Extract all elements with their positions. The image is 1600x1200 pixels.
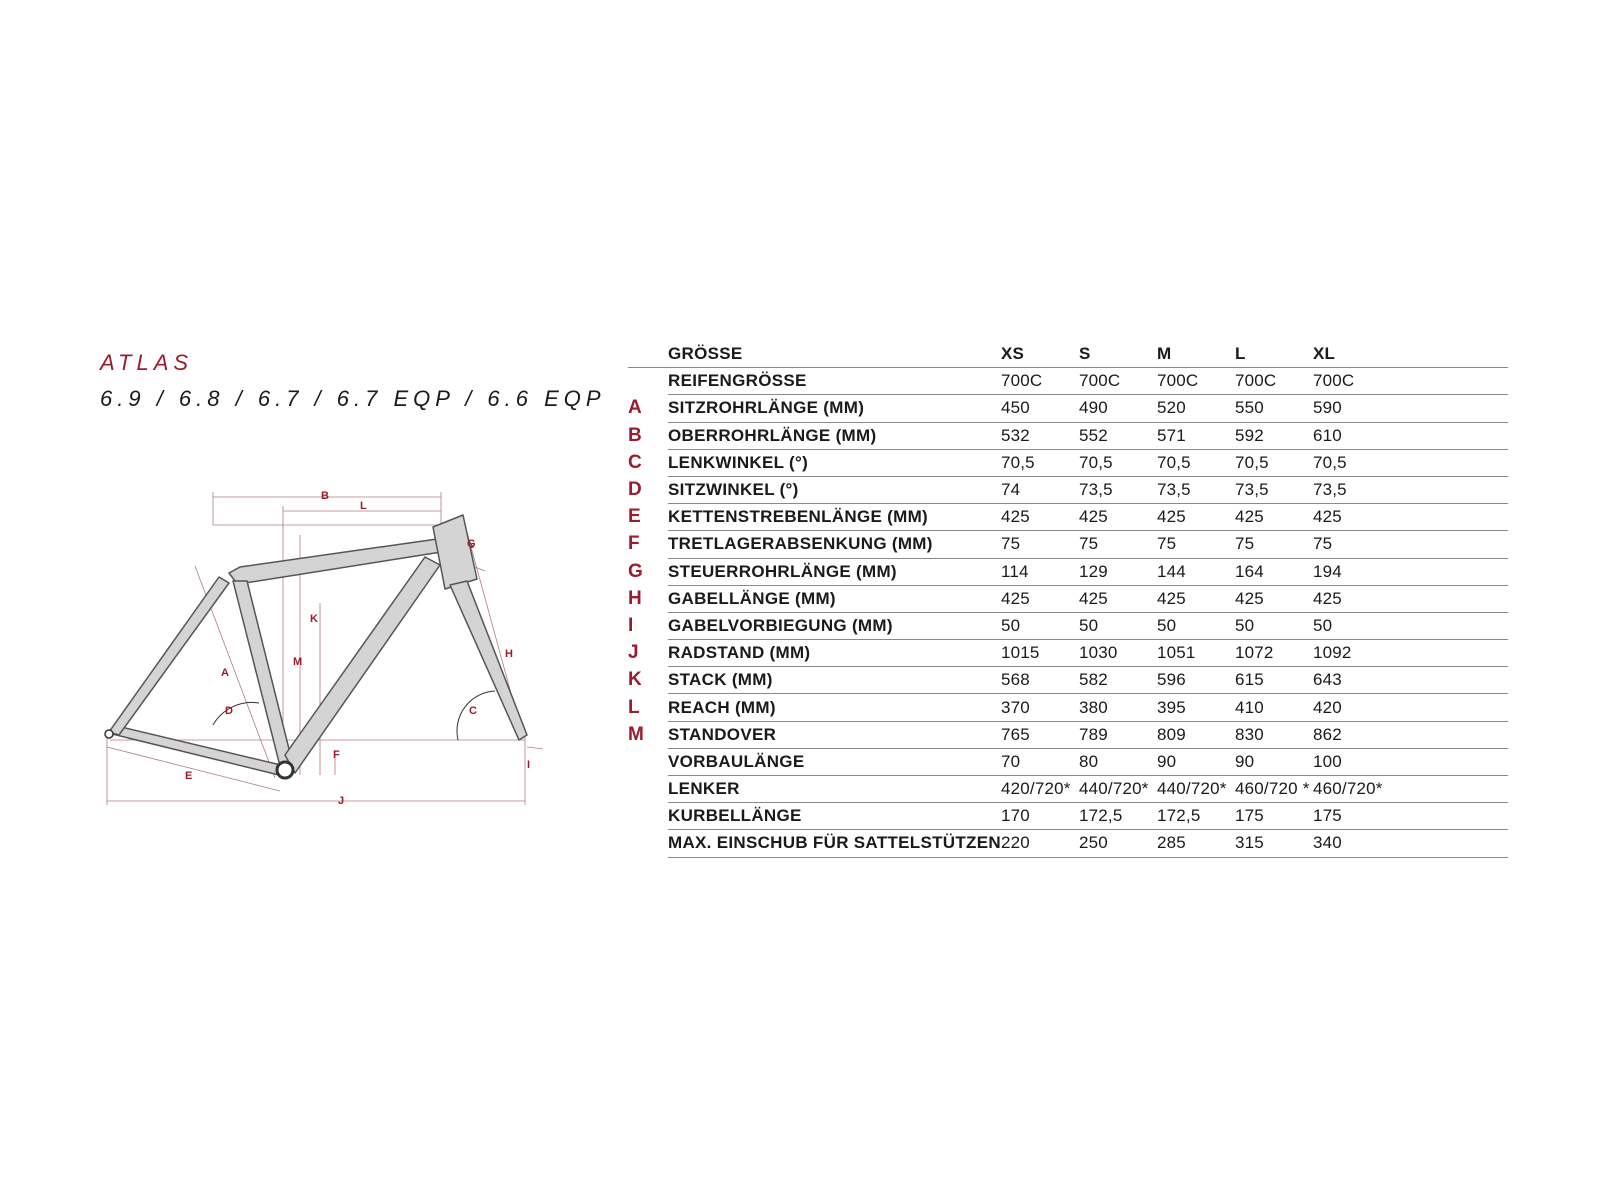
row-key: J xyxy=(628,642,639,664)
row-value: 73,5 xyxy=(1157,476,1235,503)
row-key: M xyxy=(628,723,644,745)
row-value: 73,5 xyxy=(1313,476,1391,503)
row-value: 610 xyxy=(1313,422,1391,449)
row-value: 643 xyxy=(1313,667,1391,694)
row-key xyxy=(628,830,668,857)
row-value: 830 xyxy=(1235,721,1313,748)
row-value: 194 xyxy=(1313,558,1391,585)
row-tail xyxy=(1391,721,1508,748)
row-label: STANDOVER xyxy=(668,721,1001,748)
row-value: 765 xyxy=(1001,721,1079,748)
row-value: 809 xyxy=(1157,721,1235,748)
row-value: 520 xyxy=(1157,395,1235,422)
row-value: 1030 xyxy=(1079,640,1157,667)
row-label: RADSTAND (MM) xyxy=(668,640,1001,667)
row-value: 164 xyxy=(1235,558,1313,585)
row-value: 590 xyxy=(1313,395,1391,422)
row-value: 425 xyxy=(1001,504,1079,531)
table-row xyxy=(628,504,1508,531)
row-value: 220 xyxy=(1001,830,1079,857)
row-value: 700C xyxy=(1235,368,1313,395)
row-tail xyxy=(1391,776,1508,803)
row-key: E xyxy=(628,506,641,528)
row-value: 615 xyxy=(1235,667,1313,694)
row-value: 380 xyxy=(1079,694,1157,721)
row-value: 1015 xyxy=(1001,640,1079,667)
row-label: LENKWINKEL (°) xyxy=(668,449,1001,476)
row-value: 1092 xyxy=(1313,640,1391,667)
row-value: 568 xyxy=(1001,667,1079,694)
row-value: 75 xyxy=(1001,531,1079,558)
row-key: K xyxy=(628,669,642,691)
row-value: 596 xyxy=(1157,667,1235,694)
row-value: 75 xyxy=(1235,531,1313,558)
row-key: B xyxy=(628,424,642,446)
table-row xyxy=(628,776,1508,803)
row-value: 80 xyxy=(1079,748,1157,775)
row-tail xyxy=(1391,830,1508,857)
row-label: MAX. EINSCHUB FÜR SATTELSTÜTZEN xyxy=(668,830,1001,857)
row-tail xyxy=(1391,504,1508,531)
row-value: 340 xyxy=(1313,830,1391,857)
row-tail xyxy=(1391,585,1508,612)
table-row xyxy=(628,640,1508,667)
row-value: 425 xyxy=(1157,504,1235,531)
row-value: 75 xyxy=(1157,531,1235,558)
row-label: KETTENSTREBENLÄNGE (MM) xyxy=(668,504,1001,531)
row-value: 440/720* xyxy=(1157,776,1235,803)
row-value: 90 xyxy=(1157,748,1235,775)
row-label: SITZWINKEL (°) xyxy=(668,476,1001,503)
table-row xyxy=(628,721,1508,748)
row-value: 73,5 xyxy=(1079,476,1157,503)
row-value: 582 xyxy=(1079,667,1157,694)
row-key: C xyxy=(628,451,642,473)
geometry-table xyxy=(628,341,1508,858)
row-value: 90 xyxy=(1235,748,1313,775)
row-value: 1072 xyxy=(1235,640,1313,667)
size-column-header: XL xyxy=(1313,341,1391,368)
row-value: 175 xyxy=(1313,803,1391,830)
row-label: STEUERROHRLÄNGE (MM) xyxy=(668,558,1001,585)
diagram-label-g: G xyxy=(467,538,476,550)
row-label: REIFENGRÖSSE xyxy=(668,368,1001,395)
row-value: 460/720 * xyxy=(1235,776,1313,803)
row-value: 425 xyxy=(1313,504,1391,531)
row-label: KURBELLÄNGE xyxy=(668,803,1001,830)
row-value: 460/720* xyxy=(1313,776,1391,803)
row-tail xyxy=(1391,476,1508,503)
diagram-label-b: B xyxy=(321,490,329,502)
row-value: 172,5 xyxy=(1157,803,1235,830)
row-tail xyxy=(1391,422,1508,449)
row-tail xyxy=(1391,341,1508,368)
diagram-label-k: K xyxy=(310,613,318,625)
row-value: 50 xyxy=(1157,612,1235,639)
table-row xyxy=(628,368,1508,395)
row-label: OBERROHRLÄNGE (MM) xyxy=(668,422,1001,449)
row-value: 285 xyxy=(1157,830,1235,857)
size-column-header: S xyxy=(1079,341,1157,368)
row-key: A xyxy=(628,397,642,419)
row-label: REACH (MM) xyxy=(668,694,1001,721)
row-value: 70 xyxy=(1001,748,1079,775)
row-key: I xyxy=(628,614,634,636)
row-label: LENKER xyxy=(668,776,1001,803)
row-value: 74 xyxy=(1001,476,1079,503)
row-value: 420/720* xyxy=(1001,776,1079,803)
row-tail xyxy=(1391,803,1508,830)
row-key: H xyxy=(628,587,642,609)
row-value: 552 xyxy=(1079,422,1157,449)
table-row xyxy=(628,422,1508,449)
diagram-label-c: C xyxy=(469,705,477,717)
row-tail xyxy=(1391,449,1508,476)
diagram-label-h: H xyxy=(505,648,513,660)
row-value: 114 xyxy=(1001,558,1079,585)
row-value: 70,5 xyxy=(1157,449,1235,476)
row-value: 700C xyxy=(1079,368,1157,395)
row-value: 700C xyxy=(1157,368,1235,395)
diagram-label-e: E xyxy=(185,770,193,782)
row-value: 75 xyxy=(1079,531,1157,558)
row-value: 425 xyxy=(1157,585,1235,612)
table-row xyxy=(628,830,1508,857)
table-row xyxy=(628,476,1508,503)
table-row xyxy=(628,395,1508,422)
size-column-header: L xyxy=(1235,341,1313,368)
row-value: 70,5 xyxy=(1001,449,1079,476)
row-key: L xyxy=(628,696,640,718)
row-value: 70,5 xyxy=(1079,449,1157,476)
header-label: GRÖSSE xyxy=(668,341,1001,368)
row-key xyxy=(628,748,668,775)
row-value: 571 xyxy=(1157,422,1235,449)
row-label: VORBAULÄNGE xyxy=(668,748,1001,775)
row-value: 100 xyxy=(1313,748,1391,775)
row-value: 440/720* xyxy=(1079,776,1157,803)
row-value: 1051 xyxy=(1157,640,1235,667)
row-value: 70,5 xyxy=(1235,449,1313,476)
row-tail xyxy=(1391,395,1508,422)
diagram-label-d: D xyxy=(225,705,233,717)
row-value: 50 xyxy=(1079,612,1157,639)
row-value: 700C xyxy=(1001,368,1079,395)
row-value: 789 xyxy=(1079,721,1157,748)
row-tail xyxy=(1391,368,1508,395)
frame-geometry-diagram xyxy=(95,485,565,825)
row-tail xyxy=(1391,531,1508,558)
diagram-label-j: J xyxy=(338,795,345,807)
model-variants: 6.9 / 6.8 / 6.7 / 6.7 EQP / 6.6 EQP xyxy=(100,386,606,411)
row-value: 70,5 xyxy=(1313,449,1391,476)
row-value: 175 xyxy=(1235,803,1313,830)
table-row xyxy=(628,694,1508,721)
row-key xyxy=(628,776,668,803)
row-value: 425 xyxy=(1313,585,1391,612)
row-key: G xyxy=(628,560,643,582)
diagram-label-f: F xyxy=(333,749,340,761)
table-row xyxy=(628,449,1508,476)
row-tail xyxy=(1391,694,1508,721)
row-value: 425 xyxy=(1079,504,1157,531)
row-key: D xyxy=(628,479,642,501)
size-column-header: M xyxy=(1157,341,1235,368)
row-value: 425 xyxy=(1079,585,1157,612)
row-value: 370 xyxy=(1001,694,1079,721)
row-value: 490 xyxy=(1079,395,1157,422)
row-value: 144 xyxy=(1157,558,1235,585)
row-label: STACK (MM) xyxy=(668,667,1001,694)
diagram-label-i: I xyxy=(527,759,531,771)
row-label: TRETLAGERABSENKUNG (MM) xyxy=(668,531,1001,558)
diagram-label-m: M xyxy=(293,656,303,668)
diagram-label-l: L xyxy=(360,500,367,512)
model-title: ATLAS xyxy=(100,350,194,375)
row-tail xyxy=(1391,640,1508,667)
row-tail xyxy=(1391,667,1508,694)
table-header-row xyxy=(628,341,1508,368)
table-row xyxy=(628,667,1508,694)
row-value: 410 xyxy=(1235,694,1313,721)
row-value: 425 xyxy=(1001,585,1079,612)
row-value: 862 xyxy=(1313,721,1391,748)
row-key xyxy=(628,803,668,830)
row-value: 425 xyxy=(1235,585,1313,612)
diagram-label-a: A xyxy=(221,667,229,679)
row-key: F xyxy=(628,533,640,555)
table-row xyxy=(628,558,1508,585)
row-value: 532 xyxy=(1001,422,1079,449)
row-label: SITZROHRLÄNGE (MM) xyxy=(668,395,1001,422)
row-value: 50 xyxy=(1313,612,1391,639)
row-tail xyxy=(1391,558,1508,585)
row-label: GABELVORBIEGUNG (MM) xyxy=(668,612,1001,639)
row-value: 172,5 xyxy=(1079,803,1157,830)
table-row xyxy=(628,585,1508,612)
row-value: 420 xyxy=(1313,694,1391,721)
row-value: 129 xyxy=(1079,558,1157,585)
row-value: 395 xyxy=(1157,694,1235,721)
row-key xyxy=(628,368,668,395)
row-key xyxy=(628,341,668,368)
row-tail xyxy=(1391,748,1508,775)
row-value: 450 xyxy=(1001,395,1079,422)
row-label: GABELLÄNGE (MM) xyxy=(668,585,1001,612)
table-row xyxy=(628,531,1508,558)
row-value: 550 xyxy=(1235,395,1313,422)
table-row xyxy=(628,612,1508,639)
table-row xyxy=(628,803,1508,830)
row-value: 315 xyxy=(1235,830,1313,857)
row-value: 75 xyxy=(1313,531,1391,558)
table-row xyxy=(628,748,1508,775)
row-value: 170 xyxy=(1001,803,1079,830)
row-value: 50 xyxy=(1001,612,1079,639)
row-value: 592 xyxy=(1235,422,1313,449)
row-value: 700C xyxy=(1313,368,1391,395)
row-value: 73,5 xyxy=(1235,476,1313,503)
row-value: 425 xyxy=(1235,504,1313,531)
size-column-header: XS xyxy=(1001,341,1079,368)
row-value: 250 xyxy=(1079,830,1157,857)
row-tail xyxy=(1391,612,1508,639)
row-value: 50 xyxy=(1235,612,1313,639)
